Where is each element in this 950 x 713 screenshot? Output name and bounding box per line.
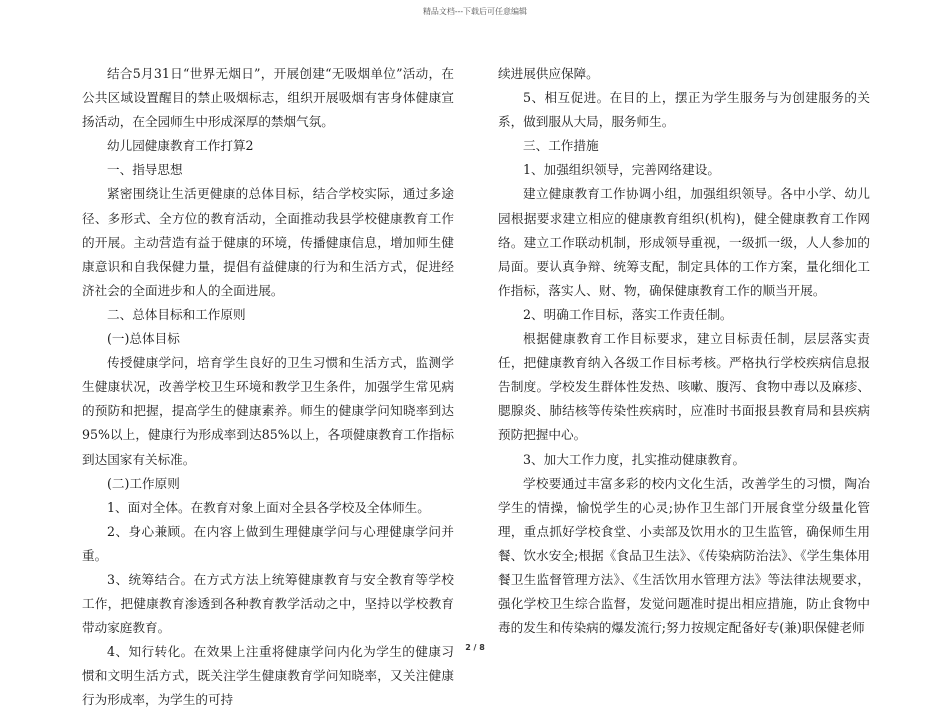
page-number: 2 / 8 <box>465 643 485 652</box>
paragraph: 建立健康教育工作协调小组，加强组织领导。各中小学、幼儿园根据要求建立相应的健康教育组织(机构)，健全健康教育工作网络。建立工作联动机制，形成领导重视，一级抓一级，人人参加的局面。要认真争辩、统筹支配，制定具体的工作方案，量化细化工作指标，落实人、财、物，确保健康教育工作的顺当开展。 <box>498 186 870 298</box>
paragraph: 结合5月31日“世界无烟日”，开展创建“无吸烟单位”活动，在公共区域设置醒目的禁止吸烟标志，组织开展吸烟有害身体健康宣扬活动，在全园师生中形成深厚的禁烟气氛。 <box>82 66 454 130</box>
paragraph: 2、身心兼顾。在内容上做到生理健康学问与心理健康学问并重。 <box>82 523 454 563</box>
page-header: 精品文档---下载后可任意编辑 <box>422 7 528 16</box>
paragraph: 紧密围绕让生活更健康的总体目标，结合学校实际，通过多途径、多形式、全方位的教育活动，全面推动我县学校健康教育工作的开展。主动营造有益于健康的环境，传播健康信息，增加师生健康意识和自我保健力量，提倡有益健康的行为和生活方式，促进经济社会的全面进步和人的全面进展。 <box>82 186 454 298</box>
subheading: 1、加强组织领导，完善网络建设。 <box>523 162 720 178</box>
subheading: 2、明确工作目标，落实工作责任制。 <box>523 306 733 322</box>
paragraph-continued: 续进展供应保障。 <box>498 66 599 81</box>
section-title: 幼儿园健康教育工作打算2 <box>107 138 254 154</box>
paragraph: 1、面对全体。在教育对象上面对全县各学校及全体师生。 <box>107 499 430 515</box>
paragraph: 5、相互促进。在目的上，摆正为学生服务与为创建服务的关系，做到服从大局，服务师生。 <box>498 90 870 130</box>
subheading: 3、加大工作力度，扎实推动健康教育。 <box>523 451 746 467</box>
paragraph: 根据健康教育工作目标要求，建立目标责任制，层层落实责任，把健康教育纳入各级工作目标考核。严格执行学校疾病信息报告制度。学校发生群体性发热、咳嗽、腹泻、食物中毒以及麻疹、腮腺炎、肺结核等传染性疾病时，应准时书面报县教育局和县疾病预防把握中心。 <box>498 331 870 443</box>
paragraph: 3、统筹结合。在方式方法上统筹健康教育与安全教育等学校工作，把健康教育渗透到各种教育教学活动之中，坚持以学校教育带动家庭教育。 <box>82 571 454 636</box>
right-column <box>498 62 870 640</box>
subheading: (二)工作原则 <box>107 475 180 491</box>
paragraph: 传授健康学问，培育学生良好的卫生习惯和生活方式，监测学生健康状况，改善学校卫生环境和教学卫生条件，加强学生常见病的预防和把握，提高学生的健康素养。师生的健康学问知晓率到达95%以上，健康行为形成率到达85%以上，各项健康教育工作指标到达国家有关标准。 <box>82 355 454 467</box>
heading: 三、工作措施 <box>523 138 599 154</box>
left-column <box>82 62 454 713</box>
subheading: (一)总体目标 <box>107 331 180 347</box>
heading: 二、总体目标和工作原则 <box>107 306 246 322</box>
paragraph: 学校要通过丰富多彩的校内文化生活，改善学生的习惯，陶冶学生的情操，愉悦学生的心灵;协作卫生部门开展食堂分级量化管理，重点抓好学校食堂、小卖部及饮用水的卫生监管，确保师生用餐、饮水安全;根据《食品卫生法》、《传染病防治法》、《学生集体用餐卫生监督管理方法》、《生活饮用水管理方法》等法律法规要求，强化学校卫生综合监督，发觉问题准时提出相应措施，防止食物中毒的发生和传染病的爆发流行;努力按规定配备好专(兼)职保健老师 <box>498 475 870 636</box>
paragraph: 4、知行转化。在效果上注重将健康学问内化为学生的健康习惯和文明生活方式，既关注学生健康教育学问知晓率，又关注健康行为形成率，为学生的可持 <box>82 644 454 708</box>
heading: 一、指导思想 <box>107 162 183 178</box>
